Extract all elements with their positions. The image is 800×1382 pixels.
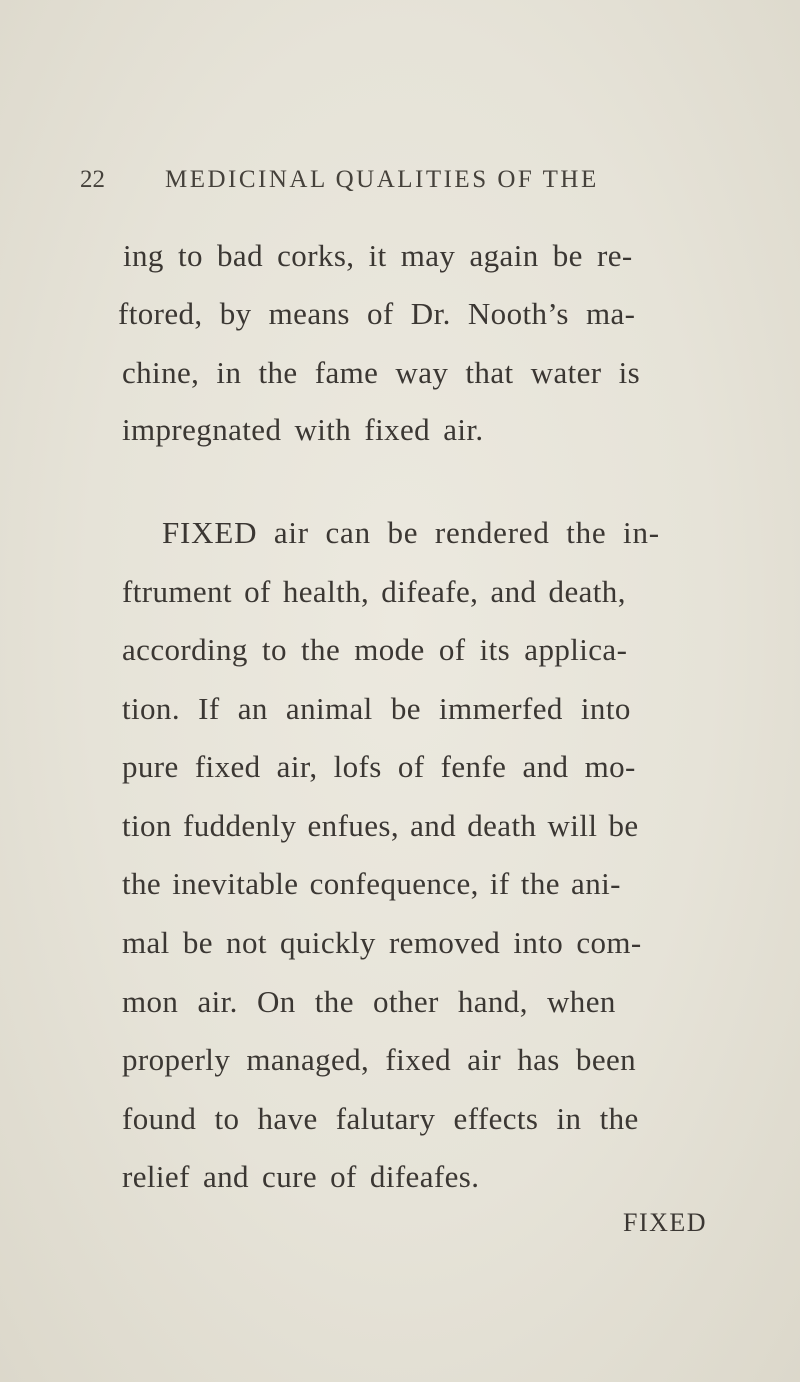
text-line: tion. If an animal be immerfed into (122, 691, 631, 726)
text-line: properly managed, fixed air has been (122, 1042, 637, 1077)
text-line: pure fixed air, lofs of fenfe and mo- (122, 749, 636, 784)
text-line: according to the mode of its applica- (122, 632, 628, 667)
text-line: ftored, by means of Dr. Nooth’s ma- (118, 296, 636, 331)
text-line: impregnated with fixed air. (122, 412, 484, 447)
page-number: 22 (80, 166, 105, 193)
running-title: MEDICINAL QUALITIES OF THE (165, 166, 599, 193)
text-line: relief and cure of difeafes. (122, 1159, 480, 1194)
catchword: FIXED (623, 1208, 708, 1237)
text-line: tion fuddenly enfues, and death will be (122, 808, 639, 843)
text-line: the inevitable confequence, if the ani- (122, 866, 621, 901)
text-line: mal be not quickly removed into com- (122, 925, 642, 960)
text-line: ftrument of health, difeafe, and death, (122, 574, 626, 609)
text-line: found to have falutary effects in the (122, 1101, 639, 1136)
text-line: FIXED air can be rendered the in- (162, 515, 660, 550)
text-line: chine, in the fame way that water is (122, 355, 641, 390)
text-line: mon air. On the other hand, when (122, 984, 616, 1019)
text-line: ing to bad corks, it may again be re- (123, 238, 633, 273)
